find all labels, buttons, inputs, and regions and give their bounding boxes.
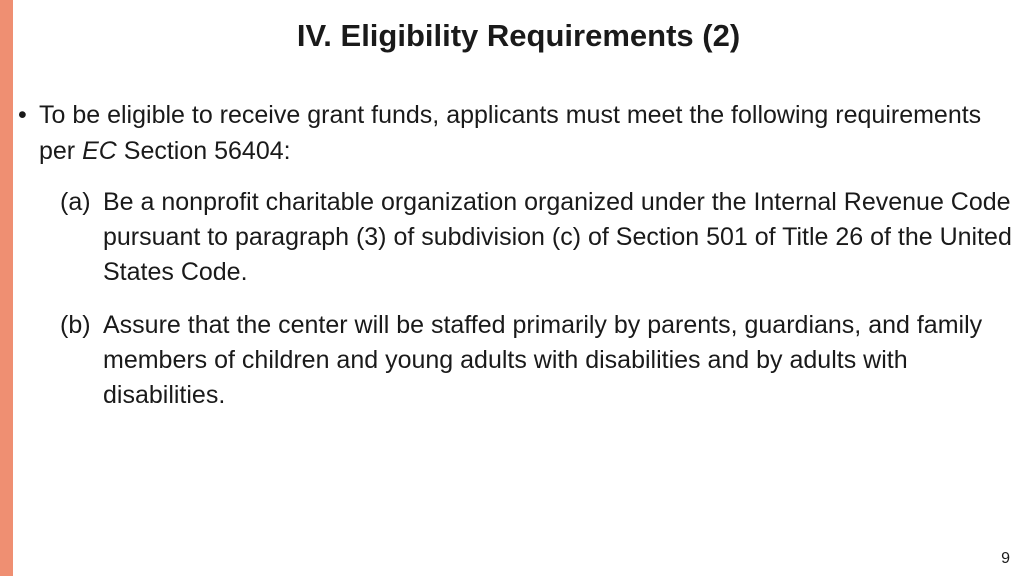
bullet-text-italic: EC (82, 137, 117, 165)
bullet-text-end: Section 56404: (116, 137, 291, 165)
requirement-b-text: Assure that the center will be staffed primarily by parents, guardians, and family members of children and young adults with disabilities and by adults with disabilities. (103, 311, 983, 409)
bullet-item (18, 97, 1008, 169)
bullet-text-start: To be eligible to receive grant funds, applicants must meet the following requirements per (39, 101, 982, 165)
accent-bar (0, 0, 13, 576)
requirement-a-marker: (a) (60, 188, 91, 216)
requirement-a (60, 185, 1020, 290)
bullet-text (39, 97, 1008, 169)
slide-title: IV. Eligibility Requirements (2) (296, 18, 741, 53)
requirement-a-text: Be a nonprofit charitable organization organized under the Internal Revenue Code pursuant to paragraph (3) of subdivision (c) of Section 501 of Title 26 of the United States Code. (103, 188, 1012, 286)
page-number: 9 (1001, 550, 1010, 567)
bullet-dot: • (18, 101, 27, 129)
requirement-b-marker: (b) (60, 311, 91, 339)
requirement-b (60, 308, 1020, 413)
